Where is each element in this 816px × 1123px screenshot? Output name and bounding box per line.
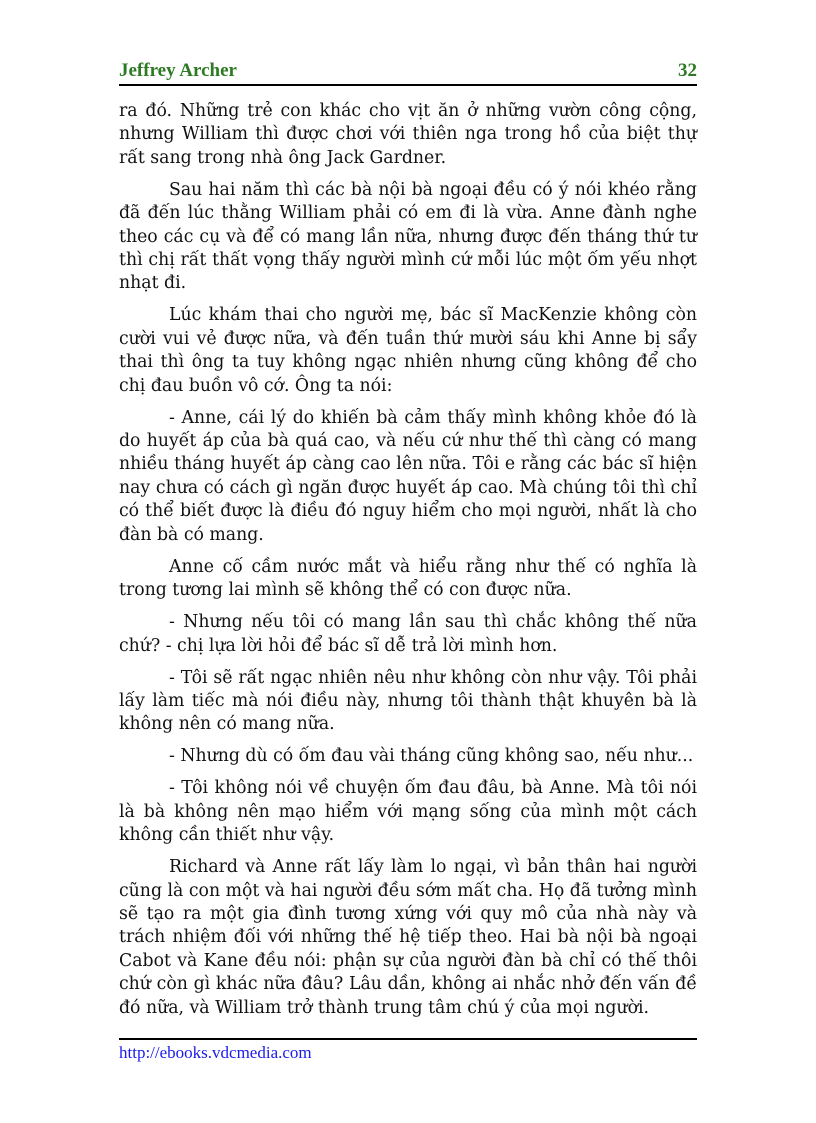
footer-divider (119, 1038, 697, 1040)
footer-link[interactable]: http://ebooks.vdcmedia.com (119, 1043, 312, 1062)
page-header (119, 58, 697, 86)
paragraph: - Tôi không nói về chuyện ốm đau đâu, bà Anne. Mà tôi nói là bà không nên mạo hiểm với mạng sống của mình một cách không cần thiết như vậy. (119, 778, 697, 846)
page-number: 32 (678, 60, 697, 81)
paragraph: - Nhưng nếu tôi có mang lần sau thì chắc không thế nữa chứ? - chị lựa lời hỏi để bác sĩ dễ trả lời mình hơn. (119, 612, 697, 656)
paragraph: Lúc khám thai cho người mẹ, bác sĩ MacKenzie không còn cười vui vẻ được nữa, và đến tuần thứ mười sáu khi Anne bị sẩy thai thì ông ta tuy không ngạc nhiên nhưng cũng không để cho chị đau buồn vô cớ. Ông ta nói: (119, 305, 697, 396)
paragraph: - Anne, cái lý do khiến bà cảm thấy mình không khỏe đó là do huyết áp của bà quá cao, và nếu cứ như thế thì càng có mang nhiều tháng huyết áp càng cao lên nữa. Tôi e rằng các bác sĩ hiện nay chưa có cách gì ngăn được huyết áp cao. Mà chúng tôi thì chỉ có thể biết được là điều đó nguy hiểm cho mọi người, nhất là cho đàn bà có mang. (119, 407, 697, 545)
paragraph: ra đó. Những trẻ con khác cho vịt ăn ở những vườn công cộng, nhưng William thì được chơi với thiên nga trong hồ của biệt thự rất sang trong nhà ông Jack Gardner. (119, 101, 697, 168)
paragraph: Sau hai năm thì các bà nội bà ngoại đều có ý nói khéo rằng đã đến lúc thằng William phải có em đi là vừa. Anne đành nghe theo các cụ và để có mang lần nữa, nhưng được đến tháng thứ tư thì chị rất thất vọng thấy người mình cứ mỗi lúc một ốm yếu nhợt nhạt đi. (119, 179, 697, 294)
paragraph: Richard và Anne rất lấy làm lo ngại, vì bản thân hai người cũng là con một và hai người đều sớm mất cha. Họ đã tưởng mình sẽ tạo ra một gia đình tương xứng với quy mô của nhà này và trách nhiệm đối với những thế hệ tiếp theo. Hai bà nội bà ngoại Cabot và Kane đều nói: phận sự của người đàn bà chỉ có thế thôi chứ còn gì khác nữa đâu? Lâu dần, không ai nhắc nhở đến vấn đề đó nữa, và William trở thành trung tâm chú ý của mọi người. (119, 857, 697, 1018)
paragraph: - Tôi sẽ rất ngạc nhiên nêu như không còn như vậy. Tôi phải lấy làm tiếc mà nói điều này, nhưng tôi thành thật khuyên bà là không nên có mang nữa. (119, 667, 697, 735)
paragraph: - Nhưng dù có ốm đau vài tháng cũng không sao, nếu như... (169, 746, 694, 767)
paragraph: Anne cố cầm nước mắt và hiểu rằng như thế có nghĩa là trong tương lai mình sẽ không thể có con được nữa. (119, 556, 697, 601)
page-body (119, 100, 697, 1029)
author-name: Jeffrey Archer (119, 60, 237, 81)
